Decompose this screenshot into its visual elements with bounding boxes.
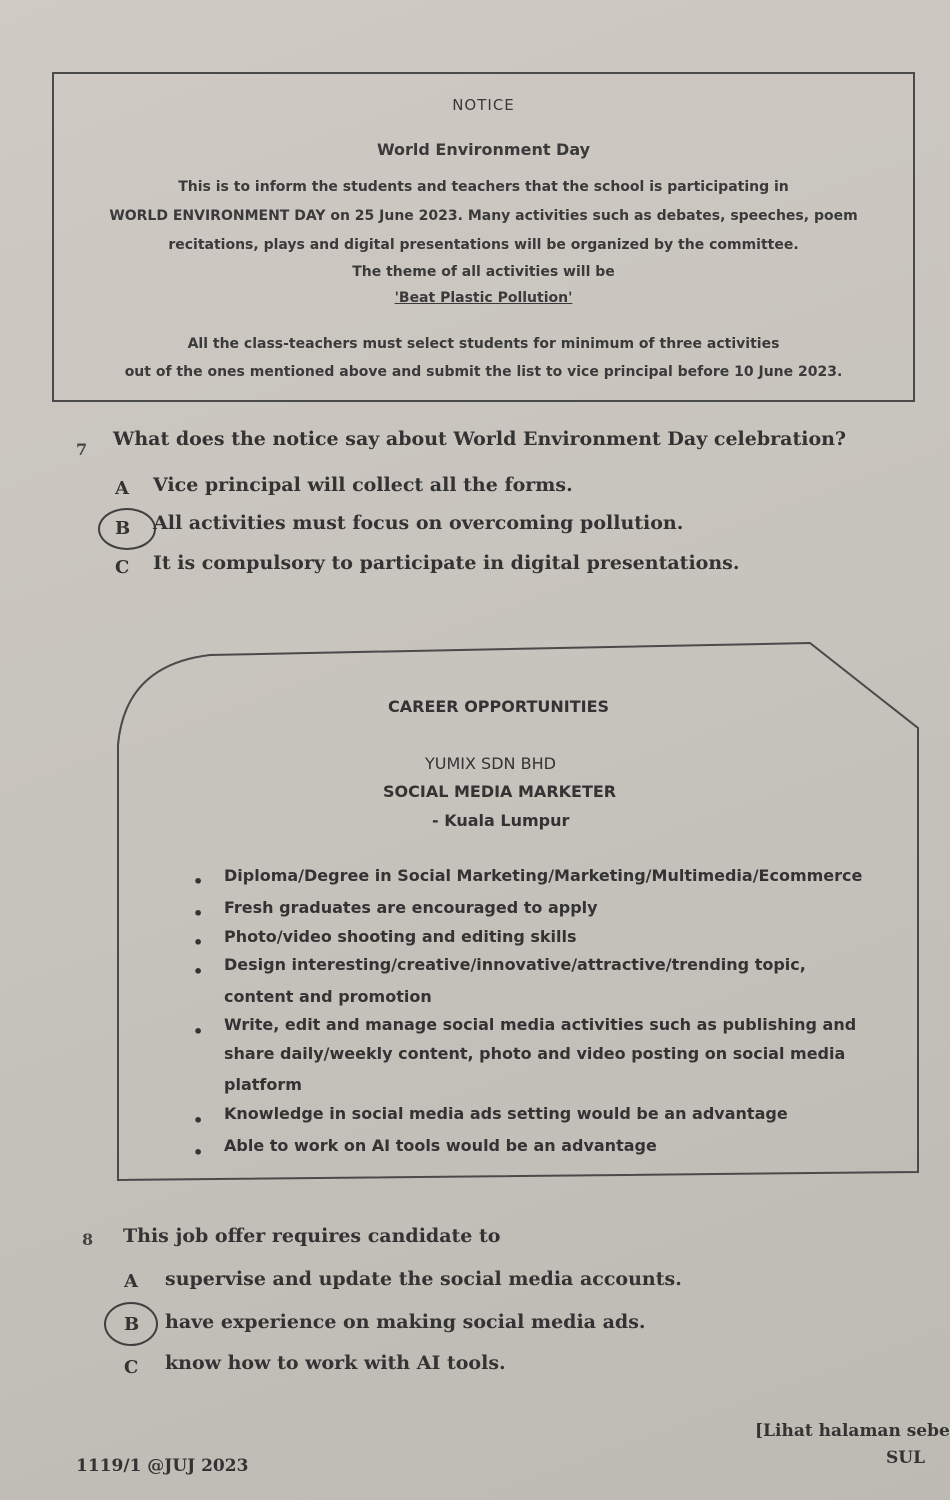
bullet-dot: • [193,1143,204,1162]
notice-heading: NOTICE [452,96,515,114]
q7-option-a-text[interactable]: Vice principal will collect all the forms. [153,474,573,496]
career-bullet-7: Able to work on AI tools would be an advantage [224,1136,657,1155]
next-page-note: [Lihat halaman sebe [755,1421,950,1441]
notice-line-2: WORLD ENVIRONMENT DAY on 25 June 2023. Many activities such as debates, speeches, poem [109,208,858,224]
career-bullet-3: Photo/video shooting and editing skills [224,927,577,946]
question-8-number: 8 [82,1230,94,1249]
career-bullet-5a: Write, edit and manage social media activities such as publishing and [224,1015,857,1034]
bullet-dot: • [193,1111,204,1130]
bullet-dot: • [193,933,204,952]
q7-option-c-letter: C [115,557,130,578]
q8-option-b-text[interactable]: have experience on making social media ads. [165,1311,646,1333]
notice-line-4: The theme of all activities will be [352,264,615,280]
notice-line-6: out of the ones mentioned above and submit the list to vice principal before 10 June 2023. [124,364,843,380]
career-bullet-2: Fresh graduates are encouraged to apply [224,898,598,917]
bullet-dot: • [193,962,204,981]
q8-option-c-letter: C [124,1357,139,1378]
question-7-number: 7 [76,440,88,459]
career-bullet-4b: content and promotion [224,987,432,1006]
career-position: SOCIAL MEDIA MARKETER [383,782,617,801]
q7-option-a-letter: A [115,478,129,499]
notice-line-5: All the class-teachers must select students for minimum of three activities [187,336,780,352]
q8-option-c-text[interactable]: know how to work with AI tools. [165,1352,506,1374]
career-bullet-6: Knowledge in social media ads setting would be an advantage [224,1104,788,1123]
notice-line-3: recitations, plays and digital presentations will be organized by the committee. [168,237,799,253]
notice-line-1: This is to inform the students and teachers that the school is participating in [178,179,789,195]
q7-option-b-letter: B [115,518,131,539]
career-company: YUMIX SDN BHD [425,754,556,773]
career-bullet-4a: Design interesting/creative/innovative/attractive/trending topic, [224,955,806,974]
q8-option-b-letter: B [124,1314,140,1335]
bullet-dot: • [193,904,204,923]
bullet-dot: • [193,872,204,891]
career-bullet-1: Diploma/Degree in Social Marketing/Marketing/Multimedia/Ecommerce [224,866,863,885]
q7-option-c-text[interactable]: It is compulsory to participate in digital presentations. [153,552,740,574]
sulit-label: SUL [886,1448,926,1468]
career-location: - Kuala Lumpur [432,811,570,830]
career-heading: CAREER OPPORTUNITIES [388,697,610,716]
q7-option-b-text[interactable]: All activities must focus on overcoming pollution. [153,512,684,534]
career-bullet-5c: platform [224,1075,302,1094]
q8-option-a-text[interactable]: supervise and update the social media accounts. [165,1268,682,1290]
bullet-dot: • [193,1022,204,1041]
question-7-text: What does the notice say about World Environment Day celebration? [113,428,847,450]
paper-code: 1119/1 @JUJ 2023 [76,1456,249,1476]
q8-option-a-letter: A [124,1271,138,1292]
notice-title: World Environment Day [376,140,591,159]
question-8-text: This job offer requires candidate to [123,1225,501,1247]
career-bullet-5b: share daily/weekly content, photo and video posting on social media [224,1044,846,1063]
notice-theme: 'Beat Plastic Pollution' [394,290,573,306]
